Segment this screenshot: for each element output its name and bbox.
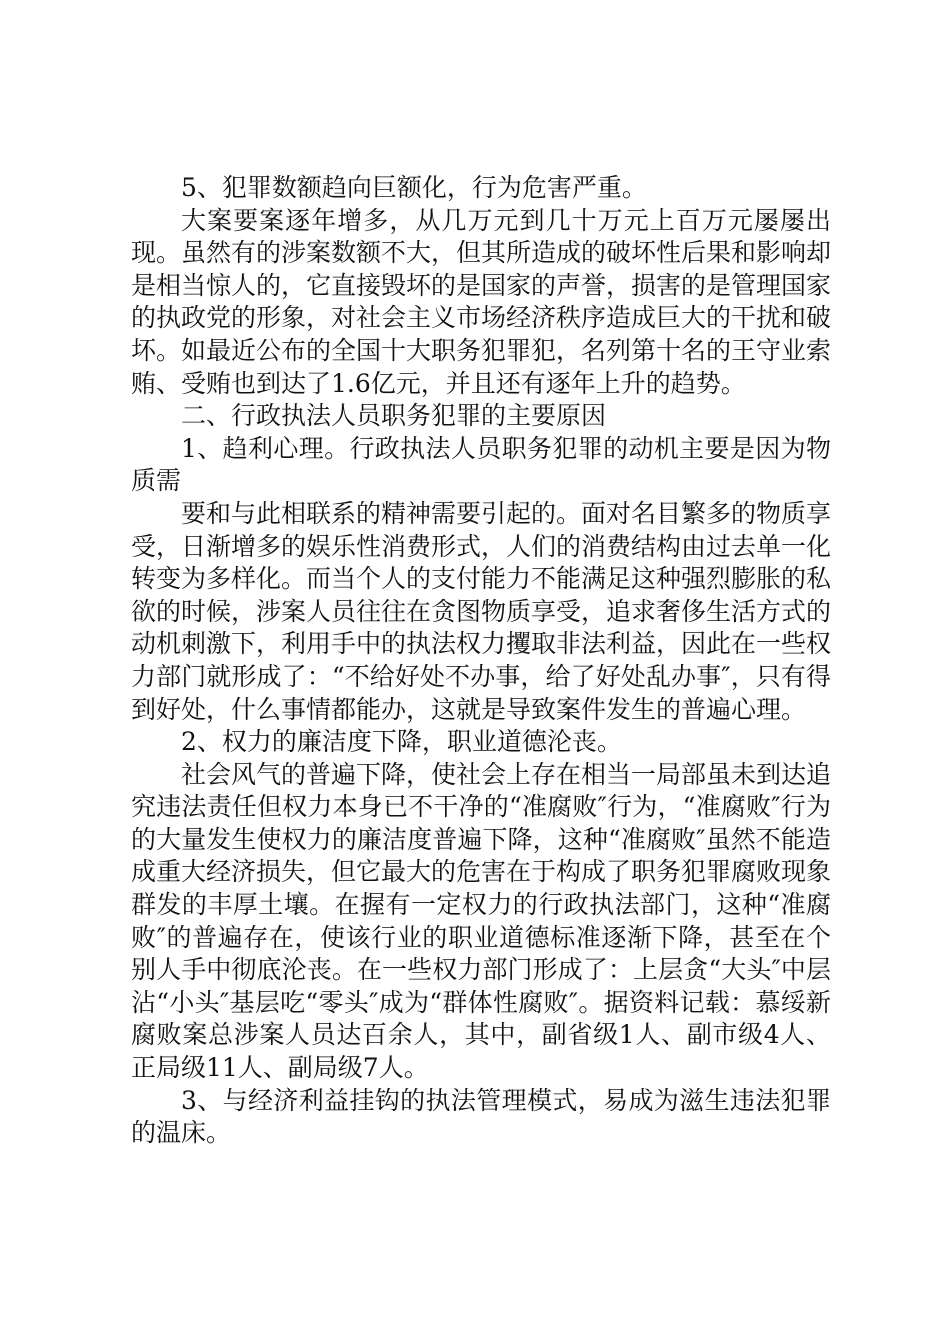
paragraph: 2、权力的廉洁度下降，职业道德沦丧。 <box>181 727 622 757</box>
section-heading: 二、行政执法人员职务犯罪的主要原因 <box>181 401 607 431</box>
paragraph: 5、犯罪数额趋向巨额化，行为危害严重。 <box>181 173 647 202</box>
paragraph: 社会风气的普遍下降，使社会上存在相当一局部虽未到达追究违法责任但权力本身已不干净的“准腐败″行为，“准腐败″行为的大量发生使权力的廉洁度普遍下降，这种“准腐败″虽然不能造成重大经济损失，但它最大的危害在于构成了职务犯罪腐败现象群发的丰厚土壤。在握有一定权力的行政执法部门，这种“准腐败″的普遍存在，使该行业的职业道德标准逐渐下降，甚至在个别人手中彻底沦丧。在一些权力部门形成了：上层贪“大头″中层沾“小头″基层吃“零头″成为“群体性腐败″。据资料记载：慕绥新腐败案总涉案人员达百余人，其中，副省级1人、副市级4人、正局级11人、副局级7人。 <box>131 759 832 1083</box>
paragraph: 大案要案逐年增多，从几万元到几十万元上百万元屡屡出现。虽然有的涉案数额不大，但其所造成的破坏性后果和影响却是相当惊人的，它直接毁坏的是国家的声誉，损害的是管理国家的执政党的形象，对社会主义市场经济秩序造成巨大的干扰和破坏。如最近公布的全国十大职务犯罪犯，名列第十名的王守业索贿、受贿也到达了1.6亿元，并且还有逐年上升的趋势。 <box>131 205 832 398</box>
paragraph: 3、与经济利益挂钩的执法管理模式，易成为滋生违法犯罪的温床。 <box>131 1085 831 1148</box>
document-body <box>131 172 831 1150</box>
paragraph: 要和与此相联系的精神需要引起的。面对名目繁多的物质享受，日渐增多的娱乐性消费形式，人们的消费结构由过去单一化转变为多样化。而当个人的支付能力不能满足这种强烈膨胀的私欲的时候，涉案人员往往在贪图物质享受，追求奢侈生活方式的动机刺激下，利用手中的执法权力攫取非法利益，因此在一些权力部门就形成了：“不给好处不办事，给了好处乱办事″，只有得到好处，什么事情都能办，这就是导致案件发生的普遍心理。 <box>131 498 832 724</box>
paragraph: 1、趋利心理。行政执法人员职务犯罪的动机主要是因为物质需 <box>131 433 831 496</box>
